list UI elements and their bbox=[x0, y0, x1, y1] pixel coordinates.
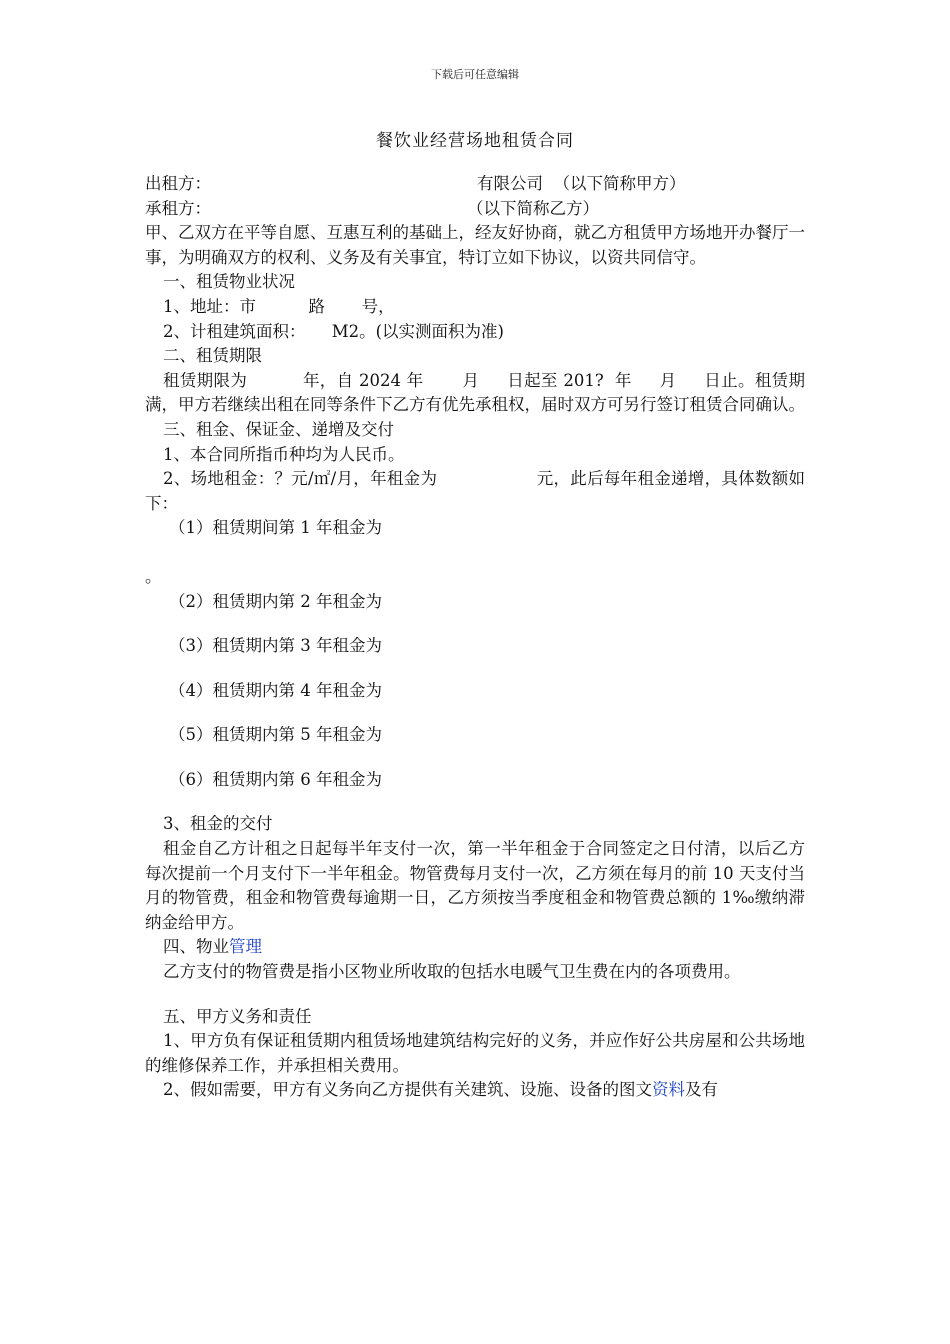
section-5-item-2-tail: 及有 bbox=[685, 1080, 718, 1100]
section-5-item-2 bbox=[145, 1078, 805, 1103]
document-title: 餐饮业经营场地租赁合同 bbox=[376, 131, 574, 151]
lessee-suffix: （以下简称乙方） bbox=[467, 198, 599, 218]
blank-line bbox=[145, 748, 805, 768]
lessee-line bbox=[145, 197, 805, 222]
blank-line bbox=[145, 541, 805, 565]
rent-year-1: （1）租赁期间第 1 年租金为 bbox=[169, 518, 382, 538]
section-5-title: 五、甲方义务和责任 bbox=[163, 1006, 312, 1026]
management-link[interactable]: 管理 bbox=[229, 937, 262, 957]
lessor-suffix: 有限公司 （以下简称甲方） bbox=[477, 174, 686, 193]
rent-year-2: （2）租赁期内第 2 年租金为 bbox=[169, 591, 382, 611]
rent-year-3: （3）租赁期内第 3 年租金为 bbox=[169, 636, 382, 656]
section-5-item-1: 1、甲方负有保证租赁期内租赁场地建筑结构完好的义务，并应作好公共房屋和公共场地的维修保养工作，并承担相关费用。 bbox=[145, 1031, 805, 1075]
section-4-title bbox=[145, 935, 805, 960]
lessee-label: 承租方： bbox=[145, 198, 211, 218]
section-2-text: 租赁期限为 年，自 2024 年 月 日起至 201? 年 月 日止。租赁期满，甲方若继续出租在同等条件下乙方有优先承租权，届时双方可另行签订租赁合同确认。 bbox=[145, 370, 805, 415]
section-2-title: 二、租赁期限 bbox=[163, 346, 262, 366]
rent-year-4: （4）租赁期内第 4 年租金为 bbox=[169, 680, 382, 700]
blank-line bbox=[145, 703, 805, 723]
rent-year-6: （6）租赁期内第 6 年租金为 bbox=[169, 769, 382, 789]
section-1-title: 一、租赁物业状况 bbox=[163, 272, 295, 292]
section-4-title-text: 四、物业 bbox=[163, 937, 229, 957]
rent-year-5: （5）租赁期内第 5 年租金为 bbox=[169, 725, 382, 745]
blank-line bbox=[145, 792, 805, 812]
section-3-payment-title: 3、租金的交付 bbox=[163, 814, 273, 834]
period-mark: 。 bbox=[145, 566, 162, 586]
section-5-item-2-text: 2、假如需要，甲方有义务向乙方提供有关建筑、设施、设备的图文 bbox=[163, 1080, 652, 1100]
contract-body bbox=[145, 172, 805, 1103]
intro-paragraph: 甲、乙双方在平等自愿、互惠互利的基础上，经友好协商，就乙方租赁甲方场地开办餐厅一事，为明确双方的权利、义务及有关事宜，特订立如下协议，以资共同信守。 bbox=[145, 223, 805, 267]
section-3-title: 三、租金、保证金、递增及交付 bbox=[163, 419, 394, 439]
blank-line bbox=[145, 985, 805, 1005]
section-3-payment-text: 租金自乙方计租之日起每半年支付一次，第一半年租金于合同签定之日付清，以后乙方每次提前一个月支付下一半年租金。物管费每月支付一次，乙方须在每月的前 10 天支付当月的物管费，租金和物管费每逾期一日，乙方须按当季度租金和物管费总额的 1‰缴纳滞纳金给甲方。 bbox=[145, 839, 805, 932]
blank-line bbox=[145, 614, 805, 634]
header-note: 下载后可任意编辑 bbox=[431, 68, 519, 81]
section-4-text: 乙方支付的物管费是指小区物业所收取的包括水电暖气卫生费在内的各项费用。 bbox=[163, 962, 741, 982]
section-3-rent: 2、场地租金：？元/㎡/月，年租金为 元，此后每年租金递增，具体数额如下： bbox=[145, 469, 805, 513]
materials-link[interactable]: 资料 bbox=[652, 1080, 685, 1100]
section-3-currency: 1、本合同所指币种均为人民币。 bbox=[163, 444, 405, 464]
lessor-label: 出租方： bbox=[145, 174, 211, 193]
section-1-area: 2、计租建筑面积： M2。(以实测面积为准) bbox=[163, 321, 504, 341]
blank-line bbox=[145, 659, 805, 679]
section-1-address: 1、地址：市 路 号， bbox=[163, 296, 395, 316]
lessor-line bbox=[145, 172, 805, 197]
